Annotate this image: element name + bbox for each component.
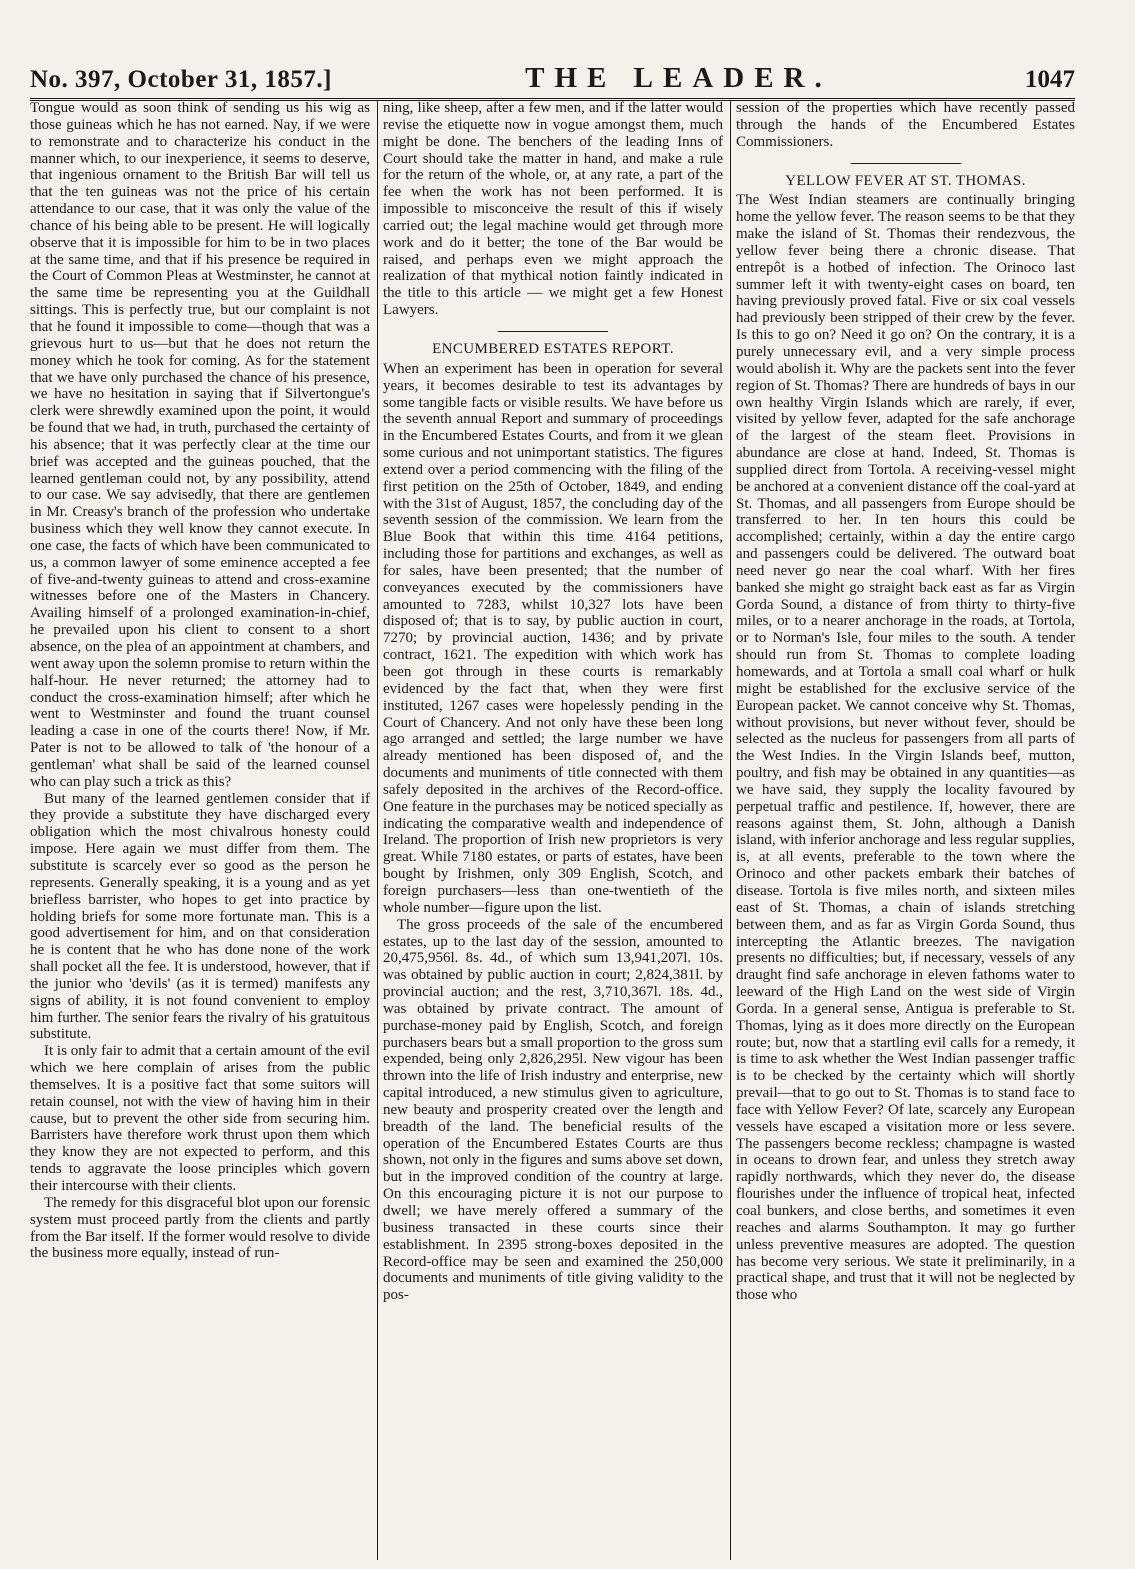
section-divider xyxy=(498,331,608,332)
section-heading: YELLOW FEVER AT ST. THOMAS. xyxy=(785,172,1026,189)
paragraph: The gross proceeds of the sale of the encumbered estates, up to the last day of the session, amounted to 20,475,956l. 8s. 4d., of which sum 13,941,207l. 10s. was obtained by public auction in court; 2,824,381l. by provincial auction; and the rest, 3,710,367l. 18s. 4d., was obtained by private contract. The amount of purchase-money paid by English, Scotch, and foreign purchasers bears but a small proportion to the gross sum expended, being only 2,826,295l. New vigour has been thrown into the life of Irish industry and enterprise, new capital introduced, a new stimulus given to agriculture, new beauty and prosperity created over the length and breadth of the land. The beneficial results of the operation of the Encumbered Estates Courts are thus shown, not only in the figures and sums above set down, but in the improved condition of the country at large. On this encouraging picture it is not our purpose to dwell; we have merely offered a summary of the business transacted in these courts since their establishment. In 2395 strong-boxes deposited in the Record-office may be seen and examined the 250,000 documents and muniments of title giving validity to the pos- xyxy=(383,916,723,1304)
masthead xyxy=(30,62,1075,101)
column-2 xyxy=(377,100,723,1560)
paragraph: ning, like sheep, after a few men, and if the latter would revise the etiquette now in vogue amongst them, much might be done. The benchers of the leading Inns of Court should take the matter in hand, and make a rule for the return of the whole, or, at any rate, a part of the fee when the work has not been performed. It is impossible to misconceive the result of this if wisely carried out; the legal machine would get through more work and do it better; the tone of the Bar would be raised, and perhaps even we might approach the realization of that mythical notion faintly indicated in the title to this article — we might get a few Honest Lawyers. xyxy=(383,100,723,319)
paragraph: But many of the learned gentlemen consider that if they provide a substitute they have discharged every obligation which the most chivalrous honesty could impose. Here again we must differ from them. The substitute is scarcely ever so good as the person he represents. Generally speaking, it is a young and as yet briefless barrister, who hopes to get into practice by holding briefs for some more fortunate man. This is a good advertisement for him, and on that consideration he is content that he who has done none of the work shall pocket all the fee. It is understood, however, that if the junior who 'devils' (as it is termed) manifests any signs of ability, it is not found convenient to employ him further. The senior fears the rivalry of his gratuitous substitute. xyxy=(30,790,370,1043)
issue-line: No. 397, October 31, 1857.] xyxy=(30,66,332,93)
paragraph: The West Indian steamers are continually bringing home the yellow fever. The reason seems to be that they make the island of St. Thomas their rendezvous, the yellow fever being there a chronic disease. That entrepôt is a hotbed of infection. The Orinoco last summer left it with twenty-eight cases on board, ten having previously proved fatal. Five or six coal vessels had previously been stripped of their crew by the fever. Is this to go on? Need it go on? On the contrary, it is a purely unnecessary evil, and a very simple process would abolish it. Why are the packets sent into the fever region of St. Thomas? There are hundreds of bays in our own healthy Virgin Islands which are rarely, if ever, visited by yellow fever, adapted for the safe anchorage of the largest of the steam fleet. Provisions in abundance are close at hand. Indeed, St. Thomas is supplied direct from Tortola. A receiving-vessel might be anchored at a convenient distance off the coal-yard at St. Thomas, and all passengers from Europe should be transferred to her. In ten hours this could be accomplished; certainly, within a day the entire cargo and passengers could be delivered. The outward boat need never go near the coal wharf. With her fires banked she might go straight back east as far as Virgin Gorda Sound, a distance of from thirty to thirty-five miles, or to a nearer anchorage in the roads, at Tortola, or to Norman's Isle, four miles to the south. A tender should run from St. Thomas to complete loading homewards, and at Tortola a small coal wharf or hulk might be established for the exclusive service of the European packet. We cannot conceive why St. Thomas, without provisions, but never without fever, should be selected as the nucleus for passengers from all parts of the West Indies. In the Virgin Islands beef, mutton, poultry, and fish may be obtained in any quantities—as we have said, they supply the locality favoured by perpetual traffic and pestilence. If, however, there are reasons against them, St. John, although a Danish island, with inferior anchorage and less regular supplies, is, at all events, preferable to the town where the Orinoco and other packets embark their batches of disease. Tortola is five miles north, and sixteen miles east of St. Thomas, a chain of islands stretching between them, and as far as Virgin Gorda Sound, thus intercepting the Atlantic breezes. The navigation presents no difficulties; but, if necessary, vessels of any draught find safe anchorage in eleven fathoms water to leeward of the High Land on the west side of Virgin Gorda. In a general sense, Antigua is preferable to St. Thomas, lying as it does more directly on the European route; but, now that a startling evil calls for a remedy, it is time to ask whether the West Indian passenger traffic is to be checked by the certainty which will shortly prevail—that to go out to St. Thomas is to stand face to face with Yellow Fever? Of late, scarcely any European vessels have escaped a visitation more or less severe. The passengers become reckless; champagne is wasted in oceans to drown fear, and unless they stretch away rapidly northwards, which they never do, the disease flourishes under the influence of tropical heat, infected coal bunkers, and close berths, and sometimes it even reaches and alarms Southampton. It may go further unless preventive measures are adopted. The question has become very serious. We state it preliminarily, in a practical shape, and trust that it will not be neglected by those who xyxy=(736,192,1075,1304)
paragraph: The remedy for this disgraceful blot upon our forensic system must proceed partly from the clients and partly from the Bar itself. If the former would resolve to divide the business more equally, instead of run- xyxy=(30,1194,370,1262)
column-3 xyxy=(730,100,1075,1560)
section-heading: ENCUMBERED ESTATES REPORT. xyxy=(432,340,674,357)
paper-title: THE LEADER. xyxy=(525,62,832,94)
section-divider xyxy=(851,163,961,164)
column-1 xyxy=(30,100,370,1560)
paragraph: It is only fair to admit that a certain amount of the evil which we here complain of arises from the public themselves. It is a positive fact that some suitors will retain counsel, not with the view of having him in their cause, but to prevent the other side from securing him. Barristers have therefore work thrust upon them which they know they are not expected to perform, and this tends to aggravate the loose principles which govern their intercourse with their clients. xyxy=(30,1043,370,1194)
paragraph: session of the properties which have recently passed through the hands of the Encumbered Estates Commissioners. xyxy=(736,100,1075,150)
article-columns xyxy=(30,100,1075,1560)
paragraph: Tongue would as soon think of sending us his wig as those guineas which he has not earned. Nay, if we were to remonstrate and to characterize his conduct in the manner which, to our inexperience, it seems to deserve, that ingenious ornament to the British Bar will tell us that the ten guineas was not the price of his certain attendance to our case, that it was only the value of the chance of his being able to be present. He will logically observe that it is impossible for him to be in two places at the same time, and that if his presence be required in the Court of Common Pleas at Westminster, he cannot at the same time be representing you at the Guildhall sittings. This is perfectly true, but our complaint is not that he found it impossible to come—though that was a grievous hurt to us—but that he does not return the money which he took for coming. As for the statement that we have only purchased the chance of his presence, we have no hesitation in saying that if Silvertongue's clerk were shrewdly examined upon the point, it would be found that we had, in truth, purchased the certainty of his absence; that it was perfectly clear at the time our brief was accepted and the guineas pouched, that the learned gentleman could not, by any possibility, attend to our case. We say advisedly, that there are gentlemen in Mr. Creasy's branch of the profession who undertake business which they well know they cannot execute. In one case, the facts of which have been communicated to us, a common lawyer of some eminence accepted a fee of five-and-twenty guineas to attend and cross-examine witnesses before one of the Masters in Chancery. Availing himself of a prolonged examination-in-chief, he prevailed upon his client to consent to a short absence, on the plea of an appointment at chambers, and went away upon the solemn promise to return within the half-hour. He never returned; the attorney had to conduct the cross-examination himself; after which he went to Westminster and found the truant counsel leading a case in one of the courts there! Now, if Mr. Pater is not to be allowed to talk of 'the honour of a gentleman' what shall be said of the learned counsel who can play such a trick as this? xyxy=(30,100,370,790)
page-number: 1047 xyxy=(1024,66,1075,93)
paragraph: When an experiment has been in operation for several years, it becomes desirable to test its advantages by some tangible facts or visible results. We have before us the seventh annual Report and summary of proceedings in the Encumbered Estates Courts, and from it we glean some curious and not unimportant statistics. The figures extend over a period commencing with the filing of the first petition on the 25th of October, 1849, and ending with the 31st of August, 1857, the concluding day of the seventh session of the commission. We learn from the Blue Book that within this time 4164 petitions, including those for partitions and exchanges, as well as for sales, have been presented; that the number of conveyances executed by the commissioners have amounted to 7283, whilst 10,327 lots have been disposed of; that is to say, by public auction in court, 7270; by provincial auction, 1436; and by private contract, 1621. The expedition with which work has been got through in these courts is remarkably evidenced by the fact that, when they were first instituted, 1267 cases were hopelessly pending in the Court of Chancery. And not only have these been long ago arranged and settled; the large number we have already mentioned has been disposed of, and the documents and muniments of title connected with them safely deposited in the archives of the Record-office. One feature in the purchases may be noticed specially as indicating the comparative wealth and independence of Ireland. The proportion of Irish new proprietors is very great. While 7180 estates, or parts of estates, have been bought by Irishmen, only 309 English, Scotch, and foreign purchasers—less than one-twentieth of the whole number—figure upon the list. xyxy=(383,360,723,916)
